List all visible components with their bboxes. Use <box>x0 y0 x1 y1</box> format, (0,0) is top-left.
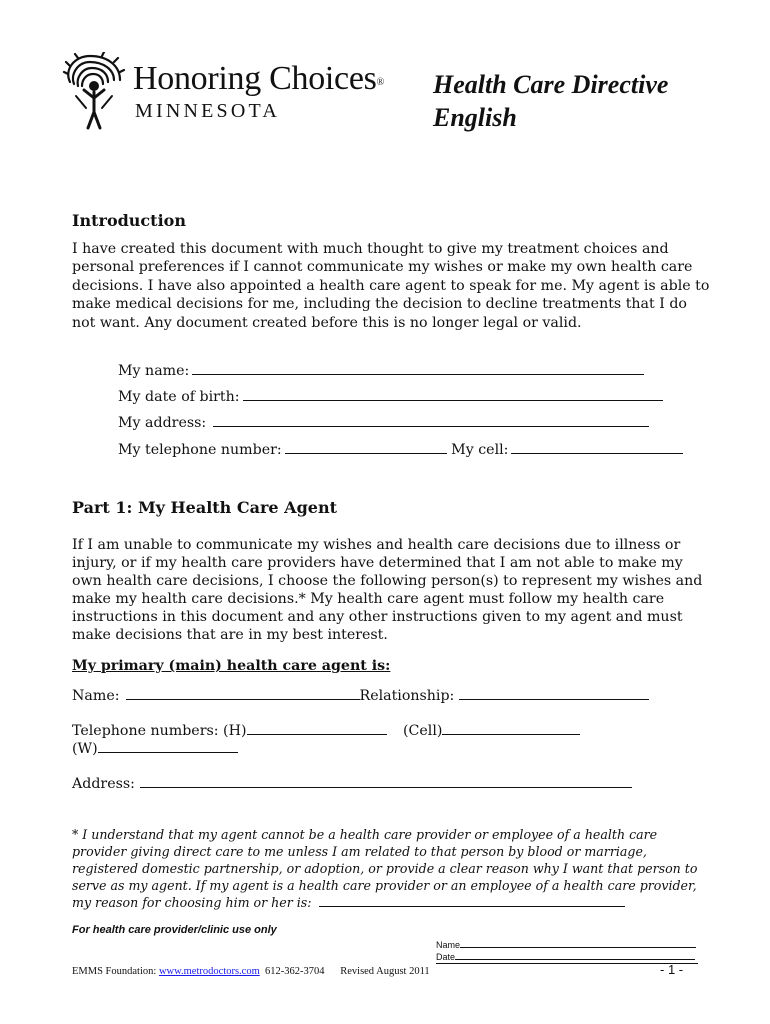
footer-phone: 612-362-3704 <box>264 966 325 977</box>
clinic-date-field[interactable] <box>455 951 695 960</box>
agent-reason-field[interactable] <box>319 895 625 907</box>
agent-phone-row <box>72 720 580 740</box>
my-address-field[interactable] <box>213 412 649 427</box>
document-title-line1: Health Care Directive <box>433 70 669 99</box>
org-name-text: Honoring Choices <box>133 60 377 97</box>
my-name-field[interactable] <box>192 360 644 375</box>
agent-footnote <box>72 826 712 911</box>
footer-info <box>72 966 430 977</box>
my-phone-field[interactable] <box>285 439 447 454</box>
agent-work-label: (W) <box>72 741 98 757</box>
agent-relationship-field[interactable] <box>459 685 649 700</box>
honoring-choices-logo-icon <box>62 52 126 130</box>
agent-cell-label: (Cell) <box>403 723 443 739</box>
intro-body: I have created this document with much thought to give my treatment choices and personal preferences if I cannot communicate my wishes or make my own health care decisions. I have also appointed a health care agent to speak for me. My agent is able to make medical decisions for me, including the decision to decline treatments that I do not want. Any document created before this is no longer legal or valid. <box>72 241 710 331</box>
page-number: - 1 - <box>660 962 684 977</box>
agent-cell-field[interactable] <box>442 720 580 735</box>
document-title-line2: English <box>433 103 517 132</box>
part1-body: If I am unable to communicate my wishes and health care decisions due to illness or injury, or if my health care providers have determined that I am not able to make my own health care decisions, I choose the following person(s) to represent my wishes and make my health care decisions.* My health care agent must follow my health care instructions in this document and any other instructions given to my agent and must make decisions that are in my best interest. <box>72 537 703 643</box>
my-dob-field[interactable] <box>243 386 663 401</box>
my-phone-label: My telephone number: <box>118 442 282 458</box>
agent-home-phone-field[interactable] <box>247 720 387 735</box>
my-cell-field[interactable] <box>511 439 683 454</box>
clinic-name-field[interactable] <box>460 939 696 948</box>
clinic-date-label: Date <box>436 952 456 962</box>
agent-home-phone-label: Telephone numbers: (H) <box>72 723 247 739</box>
footer-revised: Revised August 2011 <box>340 966 430 977</box>
agent-footnote-text: * I understand that my agent cannot be a health care provider or employee of a health care provider giving direct care to me unless I am related to that person by blood or marriage, registered domestic partnership, or adoption, or provide a clear reason why I want that person to serve as my agent. If my agent is a health care provider or an employee of a health care provider, my reason for choosing him or her is: <box>72 827 698 910</box>
my-phone-row <box>118 439 683 459</box>
my-dob-row <box>118 386 663 406</box>
my-address-row <box>118 412 649 432</box>
registered-mark: ® <box>376 77 384 88</box>
clinic-date-row <box>436 951 695 962</box>
agent-relationship-label: Relationship: <box>359 688 455 704</box>
my-dob-label: My date of birth: <box>118 389 240 405</box>
footer-rule <box>436 963 698 964</box>
document-title <box>433 68 668 134</box>
agent-name-label: Name: <box>72 688 120 704</box>
my-address-label: My address: <box>118 415 207 431</box>
clinic-name-row <box>436 939 696 950</box>
clinic-name-label: Name <box>436 940 461 950</box>
my-cell-label: My cell: <box>451 442 509 458</box>
org-state: MINNESOTA <box>135 100 280 122</box>
primary-agent-heading: My primary (main) health care agent is: <box>72 658 391 674</box>
agent-address-label: Address: <box>72 776 135 792</box>
org-name <box>133 60 384 98</box>
clinic-use-label: For health care provider/clinic use only <box>72 924 277 936</box>
agent-name-row <box>72 685 649 705</box>
agent-address-field[interactable] <box>140 773 632 788</box>
agent-name-field[interactable] <box>126 685 360 700</box>
footer-org: EMMS Foundation: <box>72 966 157 977</box>
agent-work-field[interactable] <box>98 738 238 753</box>
footer-link[interactable]: www.metrodoctors.com <box>158 966 260 977</box>
agent-address-row <box>72 773 632 793</box>
part1-heading: Part 1: My Health Care Agent <box>72 498 337 517</box>
agent-work-row <box>72 738 238 758</box>
intro-heading: Introduction <box>72 211 186 230</box>
my-name-row <box>118 360 644 380</box>
my-name-label: My name: <box>118 363 190 379</box>
